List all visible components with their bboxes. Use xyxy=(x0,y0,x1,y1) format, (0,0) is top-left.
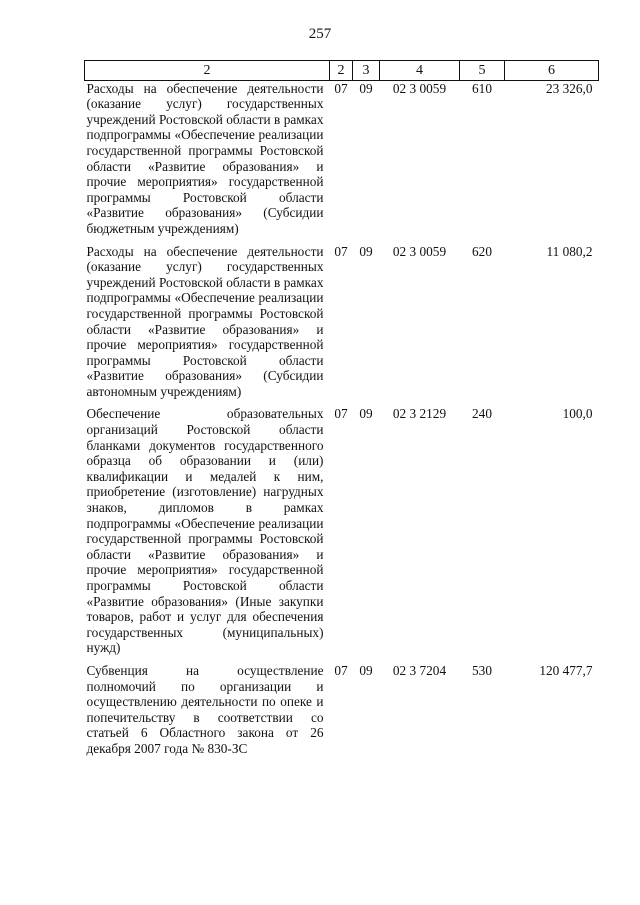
row-section: 07 xyxy=(334,406,348,422)
header-cell-amount: 6 xyxy=(505,61,599,81)
row-expense-type: 240 xyxy=(472,406,492,422)
header-cell-expense-type: 5 xyxy=(460,61,505,81)
table-row xyxy=(85,406,599,663)
row-subsection: 09 xyxy=(359,80,373,96)
row-target-item: 02 3 0059 xyxy=(392,243,447,259)
row-expense-type: 620 xyxy=(472,243,492,259)
row-section: 07 xyxy=(334,80,348,96)
header-cell-subsection: 3 xyxy=(353,61,380,81)
header-cell-target-item: 4 xyxy=(380,61,460,81)
table-header-row xyxy=(85,61,599,81)
row-name: Расходы на обеспечение деятельности (оказание услуг) государственных учреждений Ростовской области в рамках подпрограммы «Обеспечение реализации государственной программы Ростовской области «Развитие образования» и прочие мероприятия» государственной программы Ростовской области «Развитие образования» (Субсидии бюджетным учреждениям) xyxy=(86,80,324,236)
table-row xyxy=(85,80,599,243)
row-section: 07 xyxy=(334,243,348,259)
row-target-item: 02 3 7204 xyxy=(392,662,447,678)
row-target-item: 02 3 2129 xyxy=(392,406,447,422)
row-name: Расходы на обеспечение деятельности (оказание услуг) государственных учреждений Ростовской области в рамках подпрограммы «Обеспечение реализации государственной программы Ростовской области «Развитие образования» и прочие мероприятия» государственной программы Ростовской области «Развитие образования» (Субсидии автономным учреждениям) xyxy=(86,243,324,399)
row-subsection: 09 xyxy=(359,406,373,422)
table-row xyxy=(85,663,599,764)
row-amount: 120 477,7 xyxy=(539,662,593,678)
row-expense-type: 610 xyxy=(472,80,492,96)
row-name: Обеспечение образовательных организаций Ростовской области бланками документов государственного образца об образовании и (или) квалификации и медалей к ним, приобретение (изготовление) нагрудных знаков, дипломов в рамках подпрограммы «Обеспечение реализации государственной программы Ростовской области «Развитие образования» и прочие мероприятия» государственной программы Ростовской области «Развитие образования» (Иные закупки товаров, работ и услуг для обеспечения государственных (муниципальных) нужд) xyxy=(86,406,324,656)
row-target-item: 02 3 0059 xyxy=(392,80,447,96)
header-cell-section: 2 xyxy=(330,61,353,81)
table-row xyxy=(85,244,599,407)
row-amount: 23 326,0 xyxy=(545,80,593,96)
row-subsection: 09 xyxy=(359,243,373,259)
row-expense-type: 530 xyxy=(472,662,492,678)
budget-table xyxy=(84,60,599,764)
row-section: 07 xyxy=(334,662,348,678)
row-amount: 11 080,2 xyxy=(546,243,593,259)
row-name: Субвенция на осуществление полномочий по организации и осуществлению деятельности по опеке и попечительству в соответствии со статьей 6 Областного закона от 26 декабря 2007 года № 830-ЗС xyxy=(86,662,324,756)
row-amount: 100,0 xyxy=(562,406,593,422)
row-subsection: 09 xyxy=(359,662,373,678)
header-cell-name: 2 xyxy=(85,61,330,81)
page-number: 257 xyxy=(308,26,332,42)
